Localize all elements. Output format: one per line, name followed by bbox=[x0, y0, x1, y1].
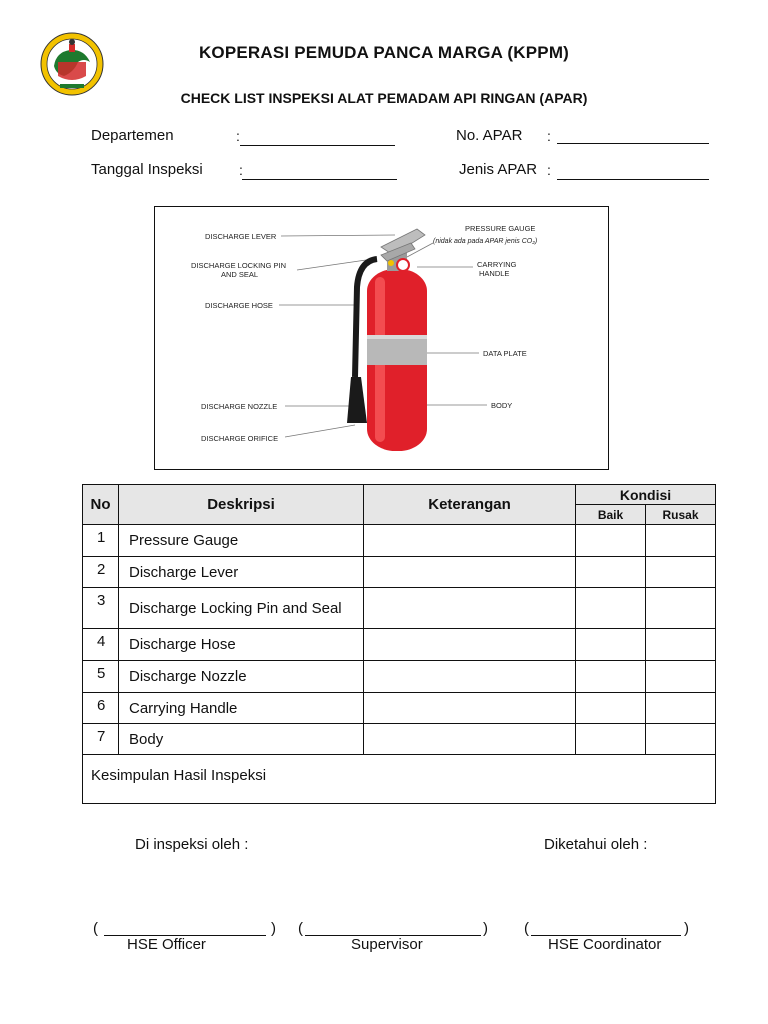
header-no: No bbox=[83, 485, 119, 525]
label-carrying-line2: HANDLE bbox=[479, 269, 510, 278]
row-description: Body bbox=[119, 724, 364, 755]
label-locking-pin-line2: AND SEAL bbox=[221, 270, 259, 279]
supervisor-label: Supervisor bbox=[351, 936, 423, 953]
label-body: BODY bbox=[491, 401, 513, 410]
header-baik: Baik bbox=[576, 505, 646, 525]
row-number: 2 bbox=[83, 557, 119, 588]
row-number: 5 bbox=[83, 661, 119, 693]
row-keterangan-cell[interactable] bbox=[364, 525, 576, 557]
table-row bbox=[83, 525, 716, 557]
organization-title: KOPERASI PEMUDA PANCA MARGA (KPPM) bbox=[198, 43, 570, 62]
row-baik-cell[interactable] bbox=[576, 693, 646, 724]
sig1-open: ( bbox=[93, 920, 98, 937]
label-data-plate: DATA PLATE bbox=[483, 349, 527, 358]
table-row bbox=[83, 693, 716, 724]
row-rusak-cell[interactable] bbox=[646, 693, 716, 724]
departemen-colon: : bbox=[236, 128, 240, 144]
label-discharge-orifice: DISCHARGE ORIFICE bbox=[201, 434, 279, 443]
row-rusak-cell[interactable] bbox=[646, 724, 716, 755]
row-number: 1 bbox=[83, 525, 119, 557]
kppm-emblem-icon bbox=[40, 32, 104, 96]
row-number: 6 bbox=[83, 693, 119, 724]
row-rusak-cell[interactable] bbox=[646, 588, 716, 629]
row-description: Pressure Gauge bbox=[119, 525, 364, 557]
label-discharge-hose: DISCHARGE HOSE bbox=[205, 301, 273, 310]
inspection-table bbox=[82, 484, 716, 804]
row-description: Discharge Hose bbox=[119, 629, 364, 661]
row-baik-cell[interactable] bbox=[576, 525, 646, 557]
tanggal-inspeksi-colon: : bbox=[239, 162, 243, 178]
label-pressure-note: (nidak ada pada APAR jenis CO₂) bbox=[433, 238, 538, 245]
header-keterangan: Keterangan bbox=[364, 485, 576, 525]
header-deskripsi: Deskripsi bbox=[119, 485, 364, 525]
row-baik-cell[interactable] bbox=[576, 724, 646, 755]
label-locking-pin-line1: DISCHARGE LOCKING PIN bbox=[191, 261, 287, 270]
row-number: 3 bbox=[83, 588, 119, 629]
sig3-close: ) bbox=[684, 920, 689, 937]
row-keterangan-cell[interactable] bbox=[364, 661, 576, 693]
row-rusak-cell[interactable] bbox=[646, 661, 716, 693]
hse-coordinator-label: HSE Coordinator bbox=[548, 936, 662, 953]
row-keterangan-cell[interactable] bbox=[364, 724, 576, 755]
no-apar-label: No. APAR bbox=[456, 127, 523, 144]
sig2-close: ) bbox=[483, 920, 488, 937]
row-baik-cell[interactable] bbox=[576, 629, 646, 661]
label-discharge-lever: DISCHARGE LEVER bbox=[205, 232, 277, 241]
conclusion-label: Kesimpulan Hasil Inspeksi bbox=[83, 755, 716, 804]
jenis-apar-label: Jenis APAR bbox=[459, 161, 538, 178]
inspected-by-label: Di inspeksi oleh : bbox=[135, 836, 249, 853]
row-description: Carrying Handle bbox=[119, 693, 364, 724]
jenis-apar-colon: : bbox=[547, 162, 551, 178]
jenis-apar-field[interactable] bbox=[557, 179, 709, 180]
tanggal-inspeksi-field[interactable] bbox=[242, 179, 397, 180]
row-baik-cell[interactable] bbox=[576, 588, 646, 629]
row-rusak-cell[interactable] bbox=[646, 629, 716, 661]
row-rusak-cell[interactable] bbox=[646, 557, 716, 588]
row-keterangan-cell[interactable] bbox=[364, 693, 576, 724]
sig1-close: ) bbox=[271, 920, 276, 937]
sig2-open: ( bbox=[298, 920, 303, 937]
no-apar-colon: : bbox=[547, 128, 551, 144]
extinguisher-diagram bbox=[154, 206, 609, 470]
header-kondisi: Kondisi bbox=[576, 485, 716, 505]
acknowledged-by-label: Diketahui oleh : bbox=[544, 836, 648, 853]
row-description: Discharge Nozzle bbox=[119, 661, 364, 693]
header-rusak: Rusak bbox=[646, 505, 716, 525]
row-keterangan-cell[interactable] bbox=[364, 588, 576, 629]
row-number: 4 bbox=[83, 629, 119, 661]
label-discharge-nozzle: DISCHARGE NOZZLE bbox=[201, 402, 278, 411]
row-number: 7 bbox=[83, 724, 119, 755]
table-row bbox=[83, 588, 716, 629]
label-pressure-gauge: PRESSURE GAUGE bbox=[465, 224, 536, 233]
conclusion-row[interactable] bbox=[83, 755, 716, 804]
row-keterangan-cell[interactable] bbox=[364, 557, 576, 588]
row-baik-cell[interactable] bbox=[576, 661, 646, 693]
label-carrying-line1: CARRYING bbox=[477, 260, 517, 269]
document-title: CHECK LIST INSPEKSI ALAT PEMADAM API RINGAN (APAR) bbox=[180, 90, 588, 106]
tanggal-inspeksi-label: Tanggal Inspeksi bbox=[91, 161, 203, 178]
departemen-label: Departemen bbox=[91, 127, 174, 144]
hse-officer-label: HSE Officer bbox=[127, 936, 206, 953]
row-rusak-cell[interactable] bbox=[646, 525, 716, 557]
table-row bbox=[83, 724, 716, 755]
departemen-field[interactable] bbox=[240, 145, 395, 146]
row-keterangan-cell[interactable] bbox=[364, 629, 576, 661]
no-apar-field[interactable] bbox=[557, 143, 709, 144]
table-row bbox=[83, 629, 716, 661]
row-description: Discharge Lever bbox=[119, 557, 364, 588]
row-baik-cell[interactable] bbox=[576, 557, 646, 588]
sig3-open: ( bbox=[524, 920, 529, 937]
row-description: Discharge Locking Pin and Seal bbox=[119, 588, 364, 629]
table-row bbox=[83, 557, 716, 588]
table-row bbox=[83, 661, 716, 693]
